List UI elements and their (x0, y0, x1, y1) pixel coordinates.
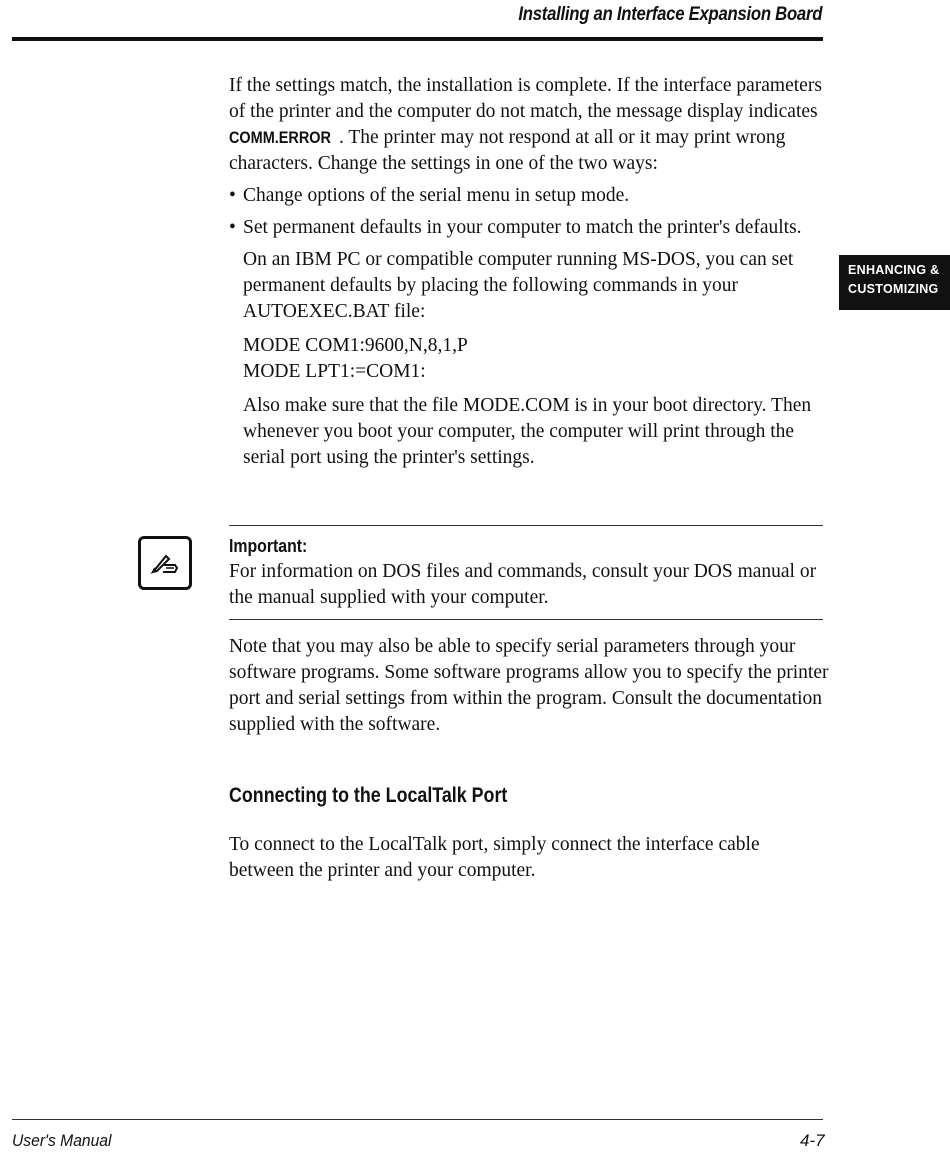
options-list (229, 183, 829, 241)
chapter-tab-line-2: CUSTOMIZING (848, 282, 939, 296)
dos-commands (243, 333, 829, 385)
header-rule (12, 37, 823, 41)
software-note-section (229, 634, 829, 738)
intro-section (229, 73, 829, 479)
command-line: MODE COM1:9600,N,8,1,P (243, 335, 468, 356)
error-message-code: COMM.ERROR (229, 128, 331, 147)
chapter-tab-line-1: ENHANCING & (848, 263, 940, 277)
localtalk-section (229, 832, 829, 884)
pen-writing-icon (138, 536, 192, 590)
localtalk-paragraph: To connect to the LocalTalk port, simply connect the interface cable between the printer and your computer. (229, 834, 760, 881)
dos-followup-paragraph: Also make sure that the file MODE.COM is in your boot directory. Then whenever you boot your computer, the computer will print through the serial port using the printer's settings. (243, 395, 812, 468)
dos-instructions (229, 247, 829, 471)
important-note (229, 533, 829, 611)
footer-rule (12, 1119, 823, 1120)
note-rule-top (229, 525, 823, 526)
chapter-tab (839, 255, 950, 310)
section-heading: Connecting to the LocalTalk Port (229, 784, 508, 807)
software-note-paragraph: Note that you may also be able to specify serial parameters through your software programs. Some software programs allow you to specify the printer port and serial settings from within the program. Consult the documentation supplied with the software. (229, 636, 829, 735)
intro-text-before: If the settings match, the installation is complete. If the interface parameters of the printer and the computer do not match, the message display indicates (229, 75, 822, 122)
intro-paragraph (229, 73, 829, 177)
list-item: • Set permanent defaults in your computer to match the printer's defaults. (229, 215, 829, 241)
command-line: MODE LPT1:=COM1: (243, 361, 426, 382)
list-item: • Change options of the serial menu in setup mode. (229, 183, 829, 209)
footer-manual-title: User's Manual (12, 1131, 112, 1150)
running-header-title: Installing an Interface Expansion Board (518, 4, 822, 25)
page-number: 4-7 (800, 1131, 825, 1150)
intro-text-after: . The printer may not respond at all or it may print wrong characters. Change the settings in one of the two ways: (229, 127, 786, 174)
important-label: Important: (229, 536, 308, 556)
important-text: For information on DOS files and commands, consult your DOS manual or the manual supplied with your computer. (229, 561, 817, 608)
dos-intro-paragraph: On an IBM PC or compatible computer running MS-DOS, you can set permanent defaults by placing the following commands in your AUTOEXEC.BAT file: (243, 249, 794, 322)
note-rule-bottom (229, 619, 823, 620)
